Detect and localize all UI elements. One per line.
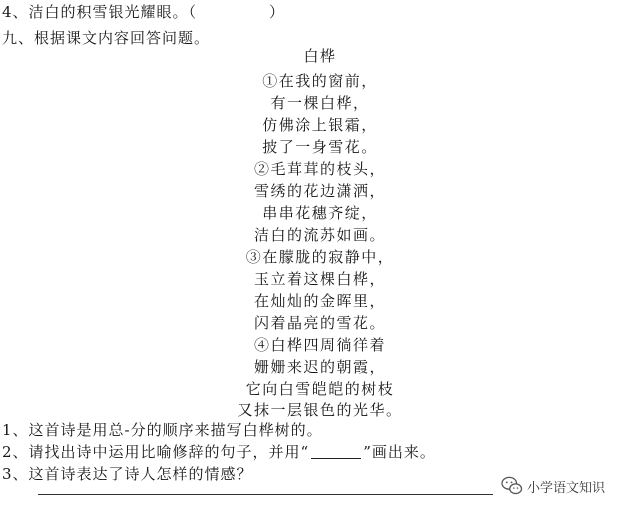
poem-line: 它向白雪皑皑的树枝 (245, 380, 395, 398)
question-2 (2, 442, 436, 462)
poem-line: ①在我的窗前， (262, 72, 378, 90)
watermark (497, 474, 609, 498)
question-2-text: 2、请找出诗中运用比喻修辞的句子，并用“ (2, 443, 310, 461)
poem-line: 姗姗来迟的朝霞， (253, 358, 386, 376)
question-2-text-end: ”画出来。 (363, 443, 436, 461)
question-3: 3、这首诗表达了诗人怎样的情感？ (2, 465, 253, 483)
poem-line: 有一棵白桦， (270, 94, 370, 112)
watermark-label: 小学语文知识 (527, 480, 606, 496)
question-4-text: 4、洁白的积雪银光耀眼。（ (2, 3, 198, 21)
question-4 (2, 2, 285, 22)
poem-line: ④白桦四周徜徉着 (253, 336, 386, 354)
poem-line: 仿佛涂上银霜， (262, 116, 378, 134)
question-1: 1、这首诗是用总-分的顺序来描写白桦树的。 (2, 421, 323, 439)
wechat-icon (501, 476, 523, 496)
answer-line[interactable] (38, 494, 493, 495)
underline-blank (311, 444, 361, 459)
poem-title: 白桦 (303, 47, 337, 65)
poem-line: ②毛茸茸的枝头， (253, 160, 386, 178)
poem-line: 又抹一层银色的光华。 (237, 401, 403, 419)
poem-line: 雪绣的花边潇洒， (253, 182, 386, 200)
poem-line: 玉立着这棵白桦， (253, 270, 386, 288)
poem-line: 洁白的流苏如画。 (253, 226, 386, 244)
poem-line: 闪着晶亮的雪花。 (253, 314, 386, 332)
poem-line: 串串花穗齐绽， (262, 204, 378, 222)
poem-line: 披了一身雪花。 (262, 138, 378, 156)
poem-line: 在灿灿的金晖里， (253, 292, 386, 310)
question-4-close: ） (269, 3, 286, 21)
poem-line: ③在朦胧的寂静中， (245, 248, 395, 266)
section-title: 九、根据课文内容回答问题。 (2, 29, 211, 47)
